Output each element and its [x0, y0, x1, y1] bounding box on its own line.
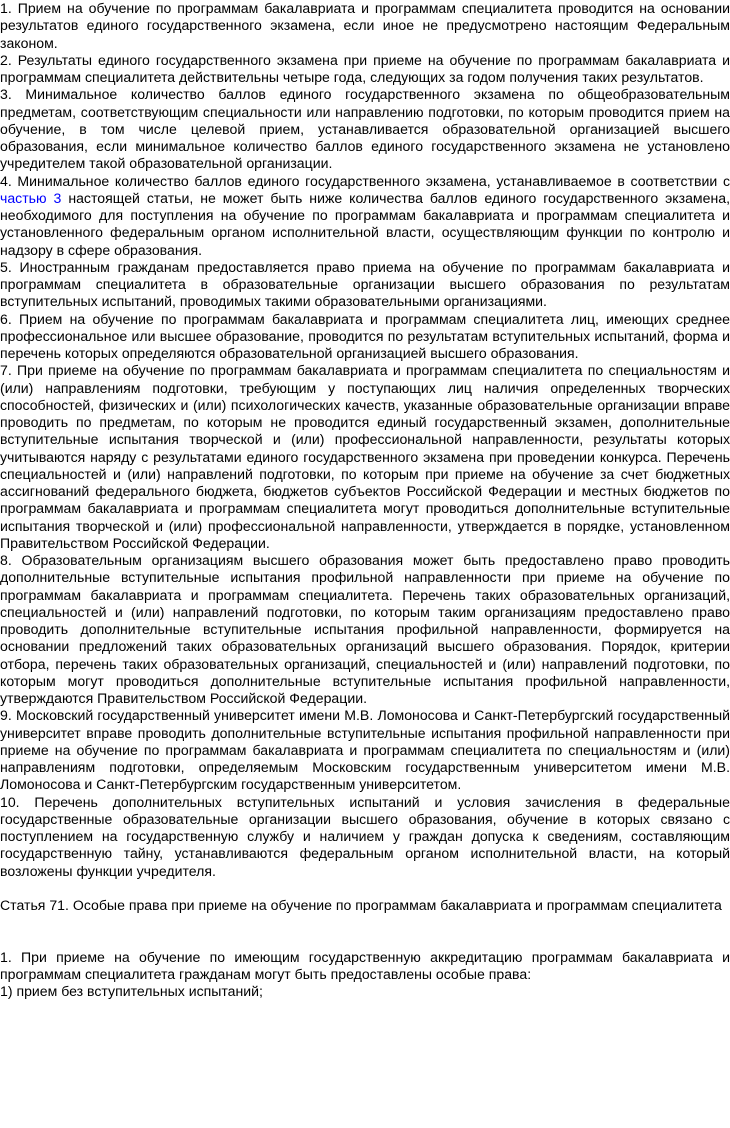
link-part-3[interactable]: частью 3 — [0, 189, 62, 206]
article-71-title: Статья 71. Особые права при приеме на обучение по программам бакалавриата и программам специалитета — [0, 897, 722, 913]
paragraph-10: 10. Перечень дополнительных вступительных испытаний и условия зачисления в федеральные государственные образовательные организации высшего образования, обучение в которых связано с поступлением на государственную службу и наличием у граждан допуска к сведениям, составляющим государственную тайну, устанавливаются федеральным органом исполнительной власти, на который возложены функции учредителя. — [0, 793, 730, 879]
blank-line — [0, 880, 730, 897]
paragraph-7: 7. При приеме на обучение по программам бакалавриата и программам специалитета по специальностям и (или) направлениям подготовки, требующим у поступающих лиц наличия определенных творческих способностей, физических и (или) психологических качеств, указанные образовательные организации вправе проводить по предметам, по которым не проводится единый государственный экзамен, дополнительные вступительные испытания творческой и (или) профессиональной направленности, результаты которых учитываются наряду с результатами единого государственного экзамена при проведении конкурса. Перечень специальностей и (или) направлений подготовки, по которым при приеме на обучение за счет бюджетных ассигнований федерального бюджета, бюджетов субъектов Российской Федерации и местных бюджетов по программам бакалавриата и программам специалитета могут проводиться дополнительные вступительные испытания творческой и (или) профессиональной направленности, утверждается в порядке, установленном Правительством Российской Федерации. — [0, 362, 730, 551]
article-71-paragraph-1: 1. При приеме на обучение по имеющим государственную аккредитацию программам бакалавриата и программам специалитета гражданам могут быть предоставлены особые права: — [0, 948, 730, 982]
paragraph-4 — [0, 173, 730, 259]
paragraph-4-text-after: настоящей статьи, не может быть ниже количества баллов единого государственного экзамена, необходимого для поступления на обучение по программам бакалавриата и программам специалитета и установленного федеральным органом исполнительной власти, осуществляющим функции по контролю и надзору в сфере образования. — [0, 189, 730, 258]
paragraph-5: 5. Иностранным гражданам предоставляется право приема на обучение по программам бакалавриата и программам специалитета в образовательные организации высшего образования по результатам вступительных испытаний, проводимых такими образовательными организациями. — [0, 258, 730, 310]
blank-line — [0, 932, 730, 949]
paragraph-1: 1. Прием на обучение по программам бакалавриата и программам специалитета проводится на основании результатов единого государственного экзамена, если иное не предусмотрено настоящим Федеральным законом. — [0, 0, 730, 51]
paragraph-9: 9. Московский государственный университет имени М.В. Ломоносова и Санкт-Петербургский государственный университет вправе проводить дополнительные вступительные испытания профильной направленности при приеме на обучение по программам бакалавриата и программам специалитета по специальностям и (или) направлениям подготовки, определяемым Московским государственным университетом имени М.В. Ломоносова и Санкт-Петербургским государственным университетом. — [0, 707, 730, 793]
paragraph-2: 2. Результаты единого государственного экзамена при приеме на обучение по программам бакалавриата и программам специалитета действительны четыре года, следующих за годом получения таких результатов. — [0, 51, 730, 85]
article-71-item-1: 1) прием без вступительных испытаний; — [0, 983, 263, 1000]
paragraph-3: 3. Минимальное количество баллов единого государственного экзамена по общеобразовательным предметам, соответствующим специальности или направлению подготовки, по которым проводится прием на обучение, в том числе целевой прием, устанавливается образовательной организацией высшего образования, если минимальное количество баллов единого государственного экзамена не установлено учредителем такой образовательной организации. — [0, 86, 730, 172]
paragraph-4-text-before: 4. Минимальное количество баллов единого государственного экзамена, устанавливаемое в соответствии с — [0, 172, 730, 189]
paragraph-8: 8. Образовательным организациям высшего образования может быть предоставлено право проводить дополнительные вступительные испытания профильной направленности при приеме на обучение по программам бакалавриата и программам специалитета. Перечень таких образовательных организаций, специальностей и (или) направлений подготовки, по которым таким организациям предоставлено право проводить дополнительные вступительные испытания профильной направленности, формируется на основании предложений таких образовательных организаций высшего образования. Порядок, критерии отбора, перечень таких образовательных организаций, специальностей и (или) направлений подготовки, по которым могут проводиться дополнительные вступительные испытания профильной направленности, утверждаются Правительством Российской Федерации. — [0, 552, 730, 706]
paragraph-6: 6. Прием на обучение по программам бакалавриата и программам специалитета лиц, имеющих среднее профессиональное или высшее образование, проводится по результатам вступительных испытаний, форма и перечень которых определяются образовательной организацией высшего образования. — [0, 310, 730, 361]
blank-line — [0, 914, 730, 931]
